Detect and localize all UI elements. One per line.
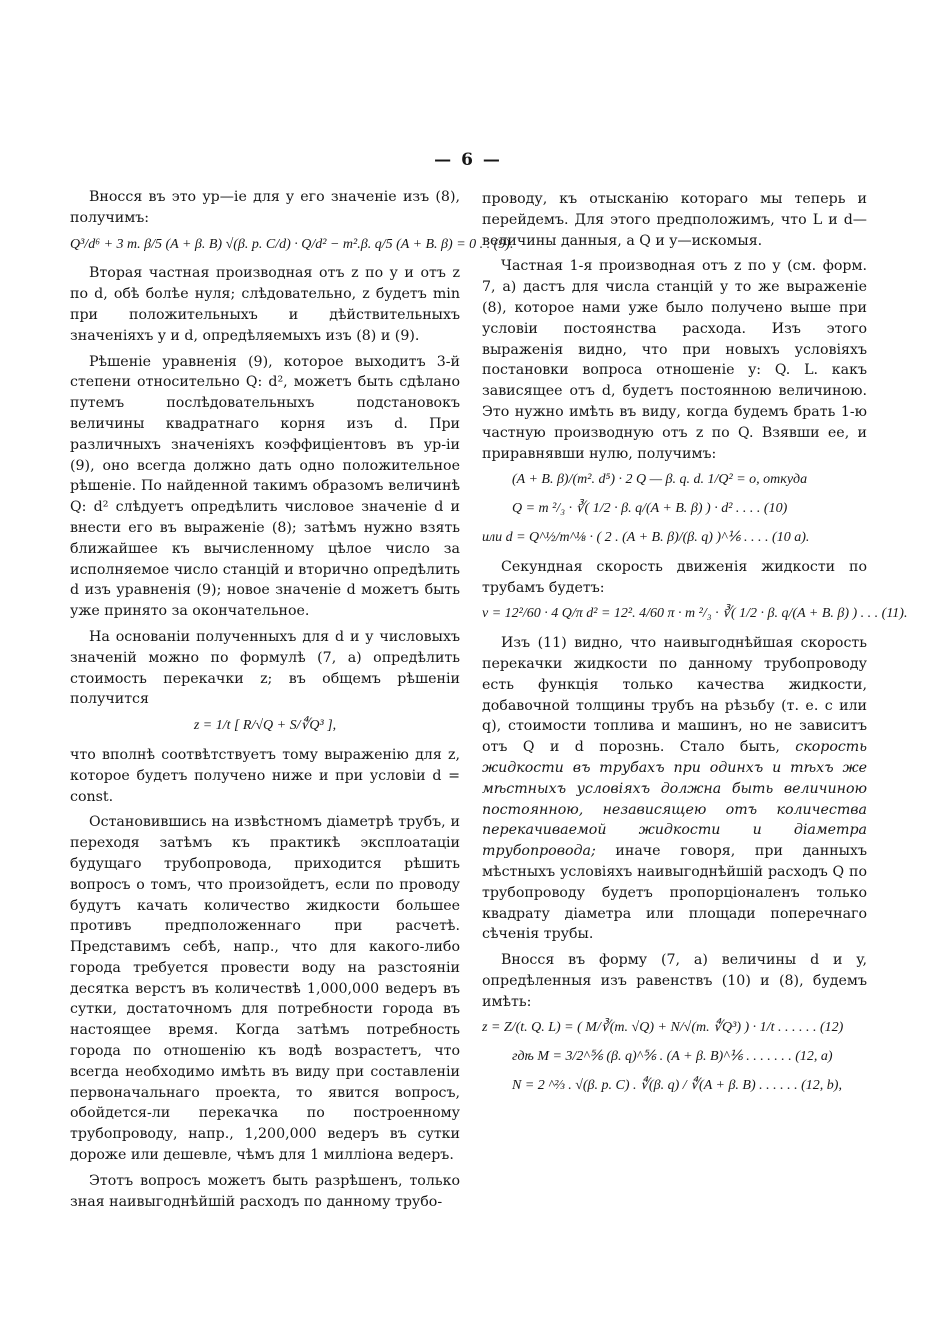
paragraph: Остановившись на извѣстномъ діаметрѣ трубъ, и переходя затѣмъ къ практикѣ эксплоатаціи будущаго трубопровода, приходится рѣшить вопросъ о томъ, что произойдетъ, если по проводу будутъ качать количество жидкости большее противъ предположеннаго при расчетѣ. Представимъ себѣ, напр., что для какого-либо города требуется провести воду на разстояніи десятка верстъ въ количествѣ 1,000,000 ведеръ въ сутки, достаточномъ для потребности города въ настоящее время. Когда затѣмъ потребность города по отношенію къ водѣ возрастетъ, что всегда необходимо имѣть въ виду при составленіи первоначальнаго проекта, то явится вопросъ, обойдется-ли перекачка по построенному трубопроводу, напр., 1,200,000 ведеръ въ сутки дороже или дешевле, чѣмъ для 1 милліона ведеръ. <box>70 814 460 1164</box>
formula-12a: гдѣ M = 3/2^⅚ (β. q)^⅚ . (A + β. B)^⅙ . . . . . . . (12, a) <box>512 1049 833 1065</box>
formula-z: z = 1/t [ R/√Q + S/∜Q³ ], <box>193 718 337 734</box>
formula-10: Q = m ²/₃ · ∛( 1/2 · β. q/(A + B. β) ) · d² . . . . (10) <box>512 501 788 517</box>
formula-11: v = 12²/60 · 4 Q/π d² = 12². 4/60 π · m ²/₃ · ∛( 1/2 · β. q/(A + B. β) ) . . . (11). <box>482 606 908 622</box>
right-column <box>482 189 908 1105</box>
paragraph: Вносся въ это ур—іе для y его значеніе изъ (8), получимъ: <box>70 189 460 226</box>
paragraph: что вполнѣ соотвѣтствуетъ тому выраженію для z, которое будетъ получено ниже и при условіи d = const. <box>70 746 460 805</box>
paragraph: Вносся въ форму (7, a) величины d и y, опредѣленныя изъ равенствъ (10) и (8), будемъ имѣть: <box>482 952 867 1010</box>
page-number: — 6 — <box>434 150 502 170</box>
paragraph-text: иначе говоря, при данныхъ мѣстныхъ условіяхъ наивыгоднѣйшій расходъ Q по трубопроводу будетъ пропорціоналенъ только квадрату діаметра или площади поперечнаго сѣченія трубы. <box>482 843 867 943</box>
formula-derivative: (A + B. β)/(m². d⁵) · 2 Q — β. q. d. 1/Q² = o, откуда <box>512 472 808 488</box>
formula-10a: или d = Q^½/m^⅛ · ( 2 . (A + B. β)/(β. q) )^⅙ . . . . (10 a). <box>482 529 810 545</box>
formula-12b: N = 2 ^⅔ . √(β. p. C) . ∜(β. q) / ∜(A + β. B) . . . . . . (12, b), <box>512 1078 842 1094</box>
paragraph: Частная 1-я производная отъ z по y (см. форм. 7, a) дастъ для числа станцій y то же выраженіе (8), которое нами уже было получено выше при условіи постоянства расхода. Изъ этого выраженія видно, что при новыхъ условіяхъ постановки вопроса отношеніе y: Q. L. какъ зависящее отъ d, будетъ постоянною величиною. Это нужно имѣть въ виду, когда будемъ брать 1-ю частную производную отъ z по Q. Взявши ее, и приравнявши нулю, получимъ: <box>482 258 867 462</box>
paragraph-text: Изъ (11) видно, что наивыгоднѣйшая скорость перекачки жидкости по данному трубопроводу есть функція только качества жидкости, добавочной толщины трубъ на рѣзьбу (т. е. c или q), стоимости топлива и машинъ, но не зависитъ отъ Q и d порознь. Стало быть, <box>482 635 867 756</box>
left-column <box>70 187 514 1217</box>
formula-12: z = Z/(t. Q. L) = ( M/∛(m. √Q) + N/√(m. ∜Q³) ) · 1/t . . . . . . (12) <box>482 1020 844 1036</box>
paragraph: Этотъ вопросъ можетъ быть разрѣшенъ, только зная наивыгоднѣйшій расходъ по данному трубо- <box>70 1172 460 1210</box>
emphasis-text: скорость жидкости въ трубахъ при одинхъ и тѣхъ же мѣстныхъ условіяхъ должна быть величиною постоянною, независящею отъ количества перекачиваемой жидкости и діаметра трубопровода; <box>482 739 867 860</box>
paragraph: Вторая частная производная отъ z по y и отъ z по d, обѣ болѣе нуля; слѣдовательно, z будетъ min при положительныхъ и дѣйствительныхъ значеніяхъ y и d, опредѣляемыхъ изъ (8) и (9). <box>70 265 460 344</box>
paragraph: Рѣшеніе уравненія (9), которое выходитъ 3-й степени относительно Q: d², можетъ быть сдѣлано путемъ послѣдовательныхъ подстановокъ величины квадратнаго корня изъ d. При различныхъ значеніяхъ коэффиціентовъ въ ур-іи (9), оно всегда должно дать одно положительное рѣшеніе. По найденной такимъ образомъ величинѣ Q: d² слѣдуетъ опредѣлить числовое значеніе d и внести его въ выраженіе (8); затѣмъ нужно взять ближайшее къ вычисленному цѣлое число за исполняемое число станцій и вторично опредѣлить d изъ уравненія (9); новое значеніе d можетъ быть уже принято за окончательное. <box>70 353 460 620</box>
paragraph: На основаніи полученныхъ для d и y числовыхъ значеній можно по формулѣ (7, a) опредѣлить стоимость перекачки z; въ общемъ рѣшеніи получится <box>70 628 460 708</box>
paragraph: Секундная скорость движенія жидкости по трубамъ будетъ: <box>482 558 867 596</box>
paragraph <box>482 633 867 945</box>
formula-9: Q³/d⁶ + 3 m. β/5 (A + β. B) √(β. p. C/d) · Q/d² − m².β. q/5 (A + B. β) = 0 . . (9). <box>70 236 514 252</box>
paragraph: проводу, къ отысканію котораго мы теперь и перейдемъ. Для этого предположимъ, что L и d—величины данныя, а Q и y—искомыя. <box>482 191 867 249</box>
